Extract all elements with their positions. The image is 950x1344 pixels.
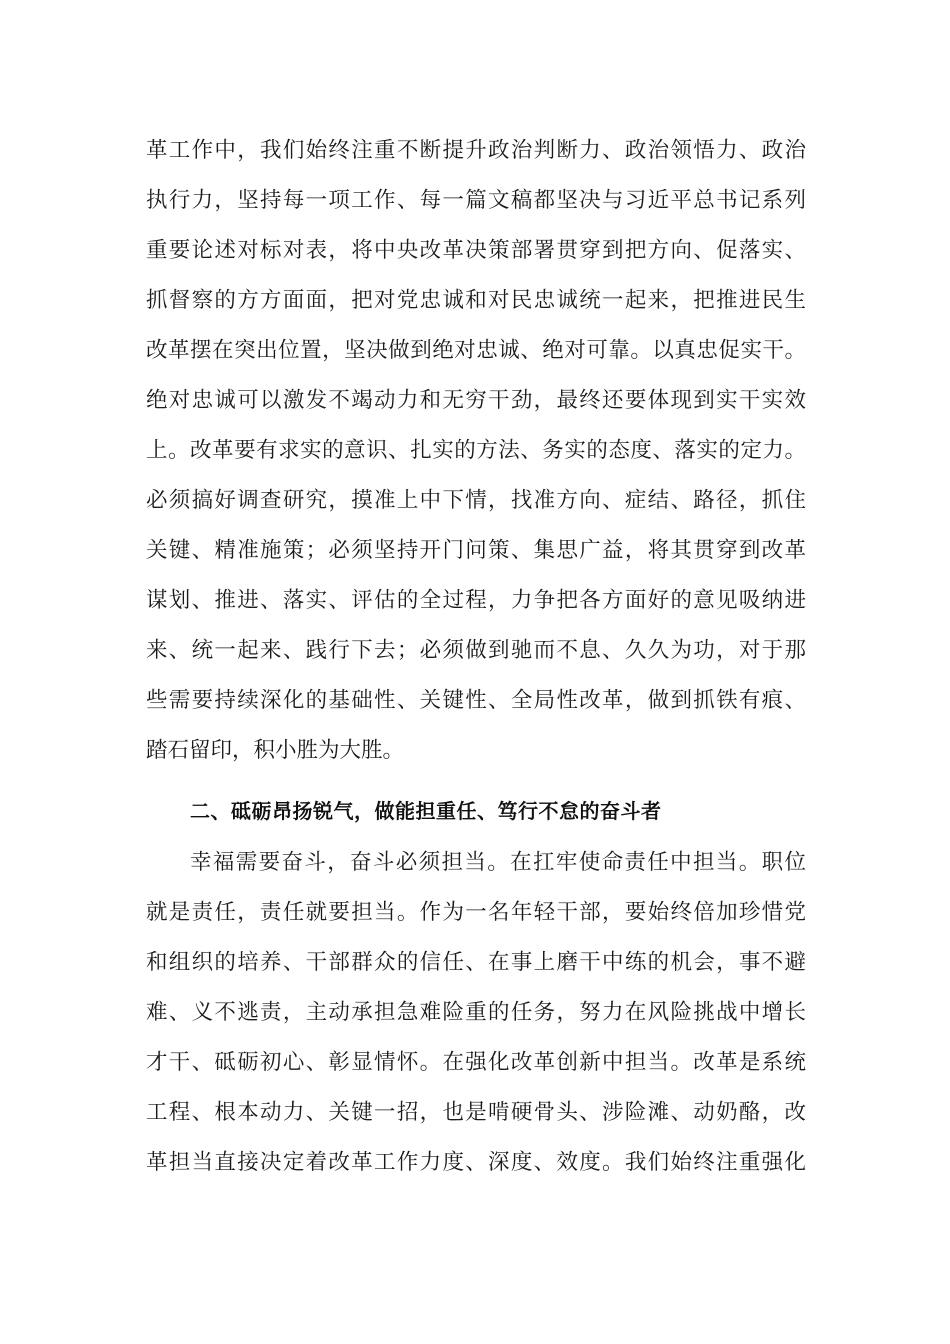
paragraph-line: 幸福需要奋斗，奋斗必须担当。在扛牢使命责任中担当。职位 [190,850,806,875]
paragraph-line: 改革摆在突出位置，坚决做到绝对忠诚、绝对可靠。以真忠促实干。 [146,338,806,363]
paragraph-line: 关键、精准施策；必须坚持开门问策、集思广益，将其贯穿到改革 [146,538,806,563]
paragraph-line: 来、统一起来、践行下去；必须做到驰而不息、久久为功，对于那 [146,638,806,663]
paragraph-line: 抓督察的方方面面，把对党忠诚和对民忠诚统一起来，把推进民生 [146,288,806,313]
paragraph-line: 才干、砥砺初心、彰显情怀。在强化改革创新中担当。改革是系统 [146,1050,806,1075]
paragraph-line: 难、义不逃责，主动承担急难险重的任务，努力在风险挑战中增长 [146,1000,806,1025]
paragraph-line: 革工作中，我们始终注重不断提升政治判断力、政治领悟力、政治 [146,138,806,163]
paragraph-line: 必须搞好调查研究，摸准上中下情，找准方向、症结、路径，抓住 [146,488,806,513]
paragraph-line: 谋划、推进、落实、评估的全过程，力争把各方面好的意见吸纳进 [146,588,806,613]
paragraph-line: 重要论述对标对表，将中央改革决策部署贯穿到把方向、促落实、 [146,238,806,263]
paragraph-line: 和组织的培养、干部群众的信任、在事上磨干中练的机会，事不避 [146,950,806,975]
paragraph-line: 工程、根本动力、关键一招，也是啃硬骨头、涉险滩、动奶酪，改 [146,1100,806,1125]
paragraph-line: 踏石留印，积小胜为大胜。 [146,738,405,763]
paragraph-line: 执行力，坚持每一项工作、每一篇文稿都坚决与习近平总书记系列 [146,188,806,213]
paragraph-line: 就是责任，责任就要担当。作为一名年轻干部，要始终倍加珍惜党 [146,900,806,925]
paragraph-line: 革担当直接决定着改革工作力度、深度、效度。我们始终注重强化 [146,1150,806,1175]
section-heading: 二、砥砺昂扬锐气，做能担重任、笃行不怠的奋斗者 [190,799,662,823]
paragraph-line: 些需要持续深化的基础性、关键性、全局性改革，做到抓铁有痕、 [146,688,806,713]
paragraph-line: 上。改革要有求实的意识、扎实的方法、务实的态度、落实的定力。 [146,438,806,463]
paragraph-line: 绝对忠诚可以激发不竭动力和无穷干劲，最终还要体现到实干实效 [146,388,806,413]
